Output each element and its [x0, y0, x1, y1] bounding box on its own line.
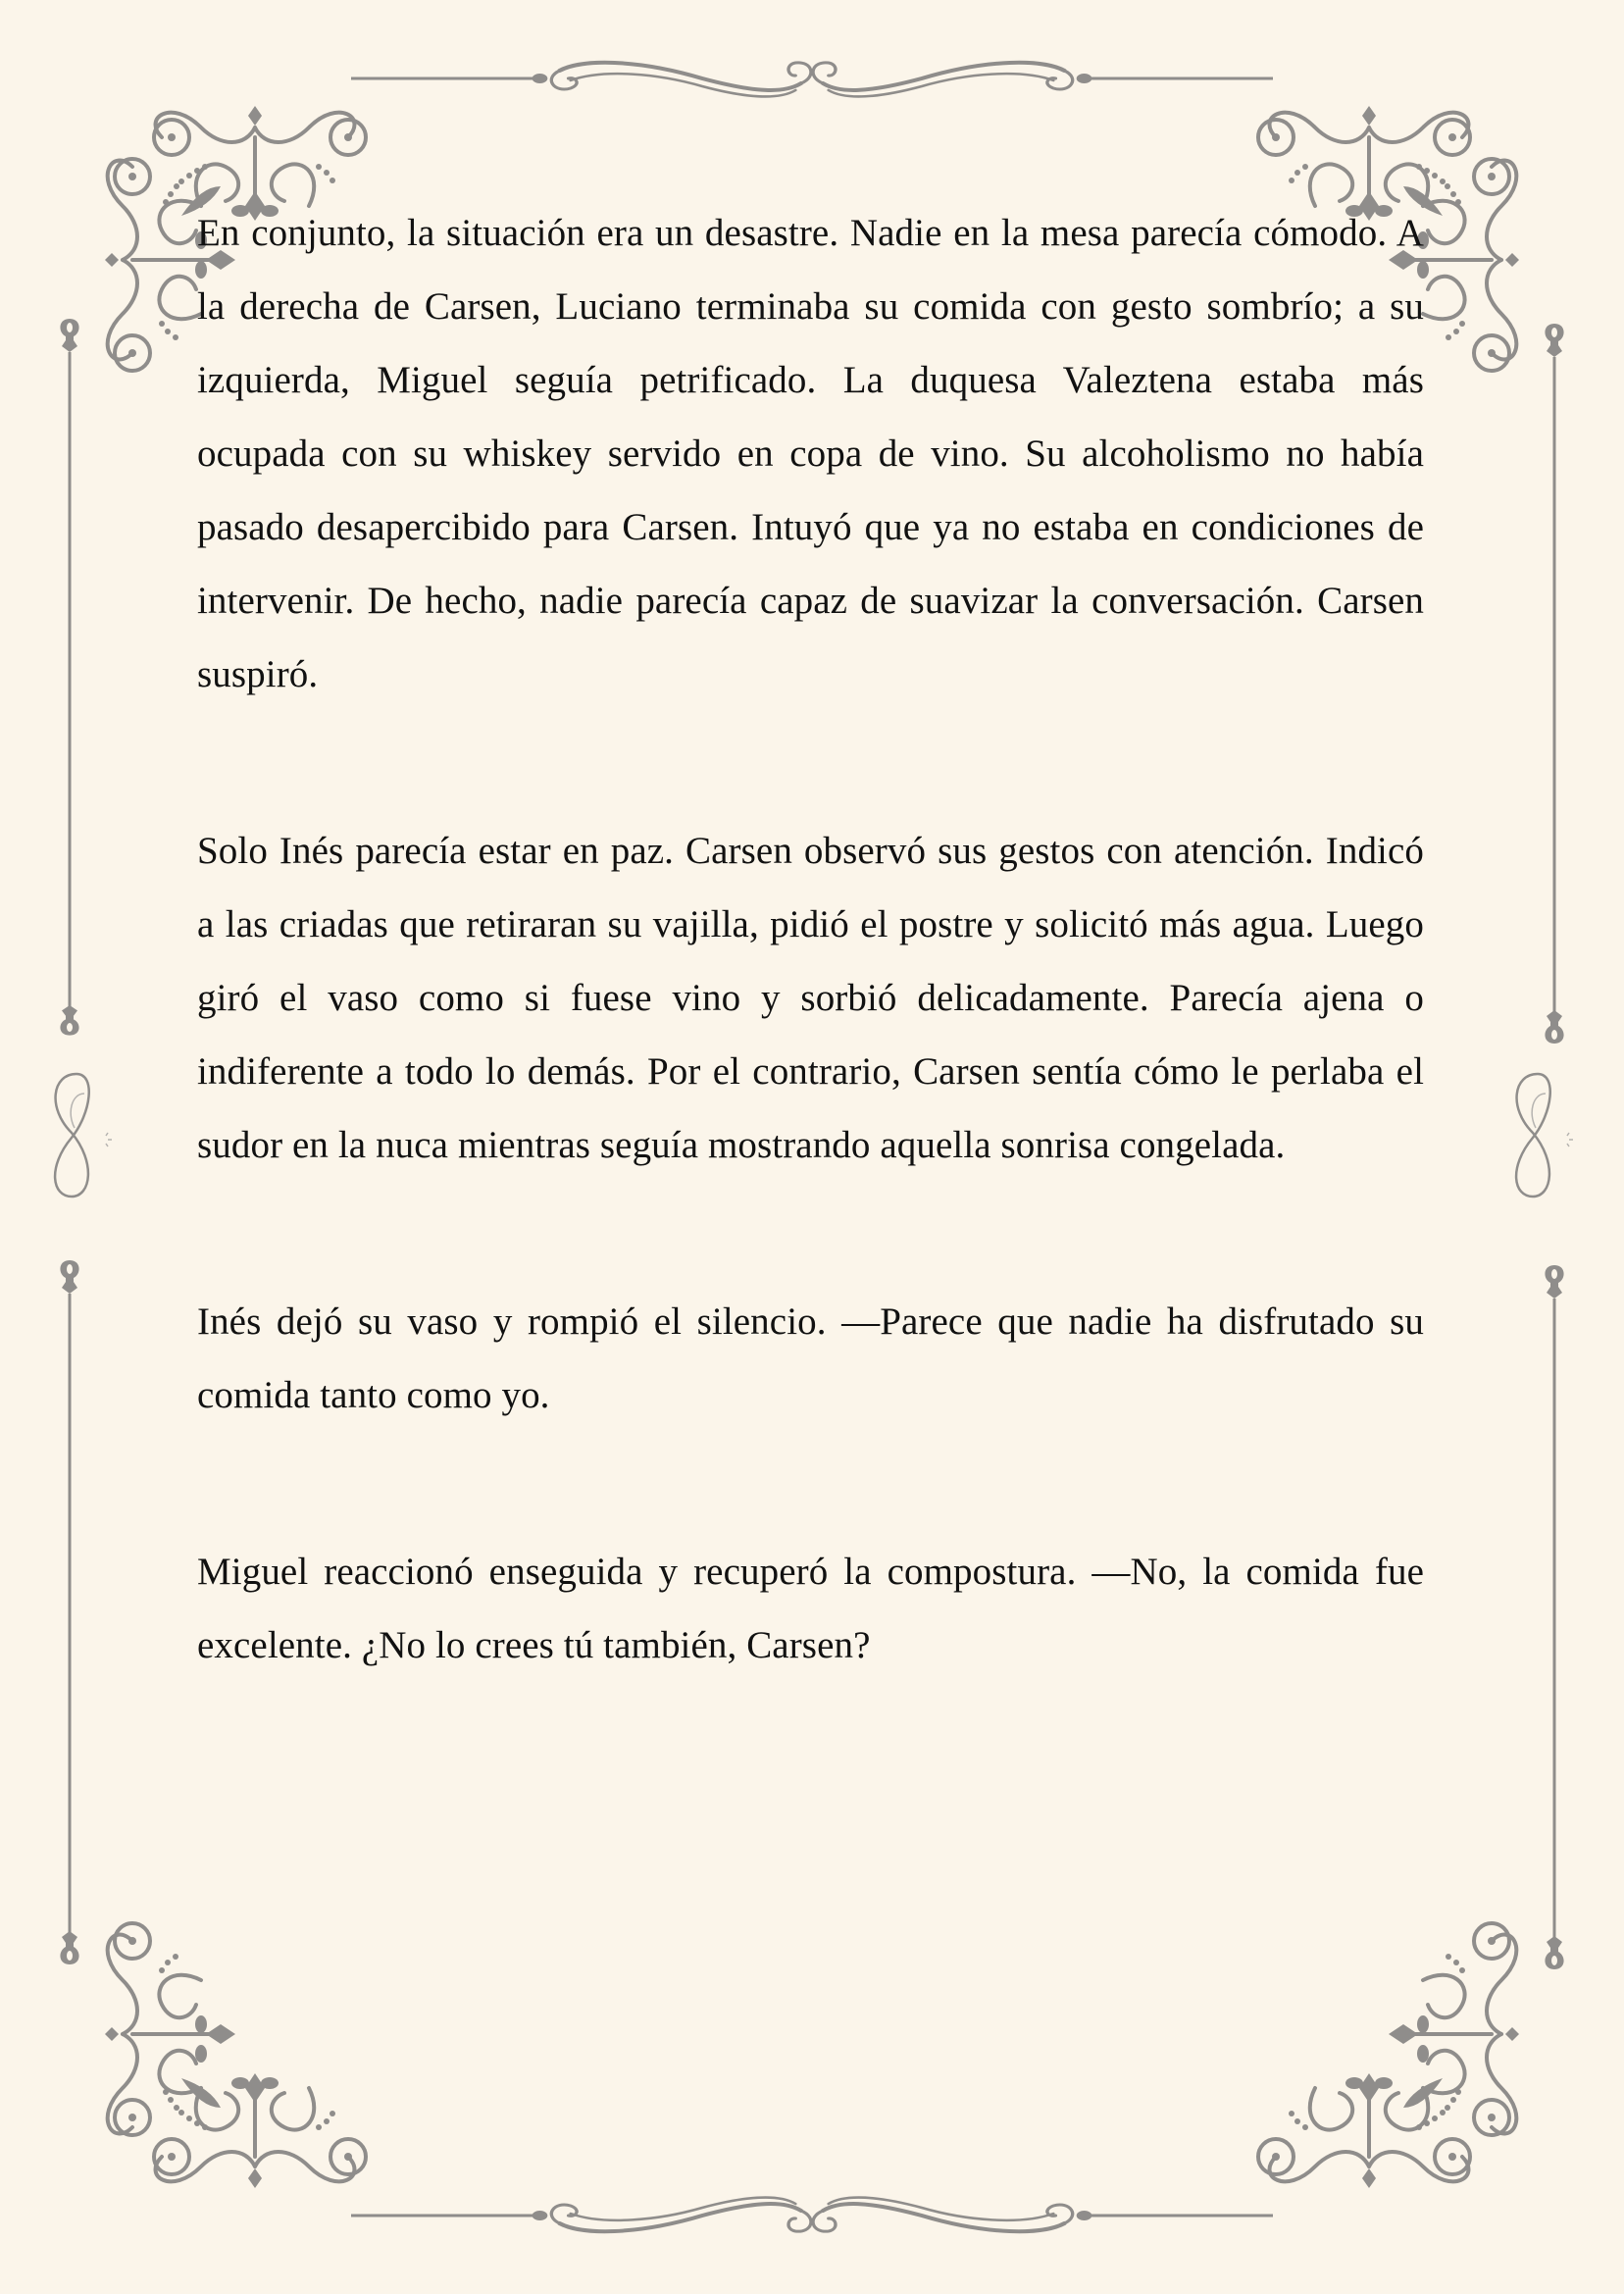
infinity-knot-icon — [47, 1069, 116, 1206]
page-body — [197, 196, 1424, 1682]
pendant-rule-icon — [1545, 324, 1564, 1045]
pendant-rule-icon — [60, 319, 79, 1040]
paragraph-3: Inés dejó su vaso y rompió el silencio. —Parece que nadie ha disfrutado su comida tanto como yo. — [197, 1300, 1424, 1416]
corner-ornament-bottom-left — [54, 1912, 378, 2235]
paragraph-2: Solo Inés parecía estar en paz. Carsen observó sus gestos con atención. Indicó a las criadas que retiraran su vajilla, pidió el postre y solicitó más agua. Luego giró el vaso como si fuese vino y sorbió delicadamente. Parecía ajena o indiferente a todo lo demás. Por el contrario, Carsen sentía cómo le perlaba el sudor en la nuca mientras seguía mostrando aquella sonrisa congelada. — [197, 830, 1424, 1166]
right-knot — [1508, 1069, 1577, 1206]
pendant-rule-icon — [60, 1260, 79, 1966]
paragraph-1: En conjunto, la situación era un desastre. Nadie en la mesa parecía cómodo. A la derecha de Carsen, Luciano terminaba su comida con gesto sombrío; a su izquierda, Miguel seguía petrificado. La duquesa Valeztena estaba más ocupada con su whiskey servido en copa de vino. Su alcoholismo no había pasado desapercibido para Carsen. Intuyó que ya no estaba en condiciones de intervenir. De hecho, nadie parecía capaz de suavizar la conversación. Carsen suspiró. — [197, 212, 1424, 695]
paragraph-4: Miguel reaccionó enseguida y recuperó la compostura. —No, la comida fue excelente. ¿No lo crees tú también, Carsen? — [197, 1551, 1424, 1666]
corner-ornament-bottom-right — [1246, 1912, 1570, 2235]
scroll-divider-icon — [351, 2186, 1273, 2245]
bottom-divider — [351, 2186, 1273, 2245]
left-rule-lower — [60, 1260, 79, 1966]
top-divider — [351, 49, 1273, 108]
filigree-corner-icon — [54, 1912, 378, 2235]
pendant-rule-icon — [1545, 1265, 1564, 1971]
filigree-corner-icon — [1246, 1912, 1570, 2235]
right-rule-upper — [1545, 324, 1564, 1045]
left-rule-upper — [60, 319, 79, 1040]
scroll-divider-icon — [351, 49, 1273, 108]
right-rule-lower — [1545, 1265, 1564, 1971]
infinity-knot-icon — [1508, 1069, 1577, 1206]
left-knot — [47, 1069, 116, 1206]
